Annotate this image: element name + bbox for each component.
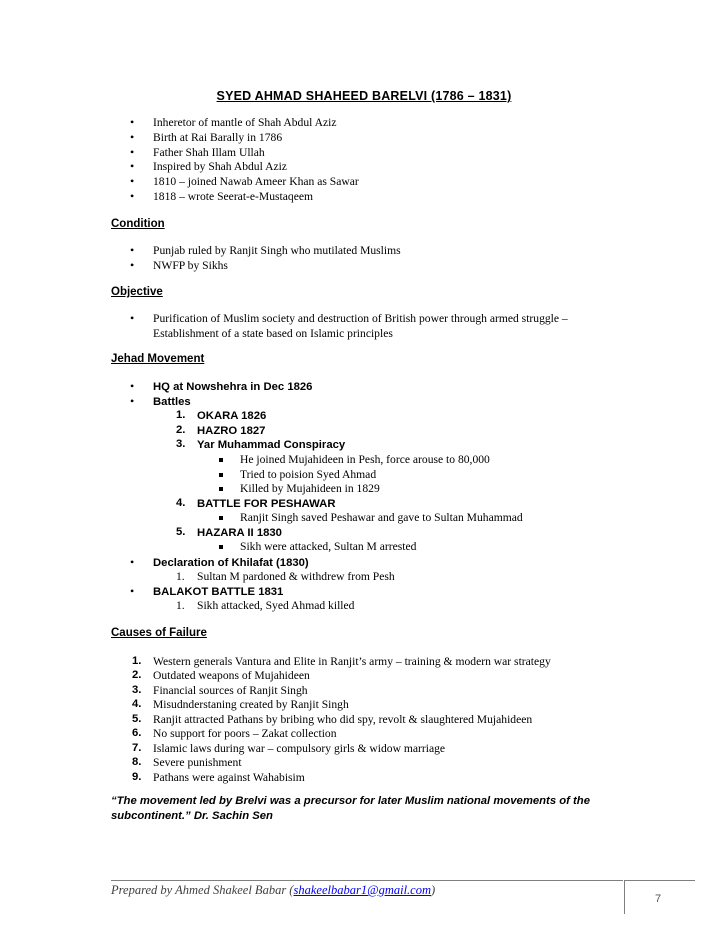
bullet-dot: • bbox=[130, 379, 135, 393]
bullet-dot: • bbox=[130, 555, 135, 569]
bullet-dot: • bbox=[130, 584, 135, 598]
square-bullet bbox=[219, 458, 223, 462]
footer-prefix: Prepared by Ahmed Shakeel Babar ( bbox=[111, 883, 294, 897]
square-bullet bbox=[219, 516, 223, 520]
battle-number: 4. bbox=[176, 497, 186, 509]
footer-email-link[interactable]: shakeelbabar1@gmail.com bbox=[293, 883, 432, 897]
failure-number: 4. bbox=[132, 698, 142, 710]
jehad-heading: Jehad Movement bbox=[111, 353, 205, 365]
bullet-dot: • bbox=[130, 243, 135, 257]
list-item: Birth at Rai Barally in 1786 bbox=[153, 131, 283, 144]
balakot-item: BALAKOT BATTLE 1831 bbox=[153, 586, 284, 598]
list-item: 1810 – joined Nawab Ameer Khan as Sawar bbox=[153, 175, 359, 188]
failure-number: 7. bbox=[132, 742, 142, 754]
list-item: Punjab ruled by Ranjit Singh who mutilated Muslims bbox=[153, 244, 401, 257]
failure-item: Financial sources of Ranjit Singh bbox=[153, 684, 308, 697]
list-item: Inheretor of mantle of Shah Abdul Aziz bbox=[153, 116, 337, 129]
sub-number: 1. bbox=[176, 570, 185, 583]
bullet-dot: • bbox=[130, 130, 135, 144]
objective-text-line2: Establishment of a state based on Islamic principles bbox=[153, 327, 393, 340]
sub-item: He joined Mujahideen in Pesh, force arouse to 80,000 bbox=[240, 453, 490, 466]
condition-heading: Condition bbox=[111, 218, 165, 230]
footer-credit bbox=[111, 883, 435, 898]
battle-conspiracy: Yar Muhammad Conspiracy bbox=[197, 439, 346, 451]
battle-okara: OKARA 1826 bbox=[197, 410, 267, 422]
footer-suffix: ) bbox=[431, 883, 436, 897]
bullet-dot: • bbox=[130, 189, 135, 203]
bullet-dot: • bbox=[130, 145, 135, 159]
failure-item: Severe punishment bbox=[153, 756, 242, 769]
khilafat-item: Declaration of Khilafat (1830) bbox=[153, 557, 309, 569]
failure-item: Misudnderstaning created by Ranjit Singh bbox=[153, 698, 349, 711]
page-title: SYED AHMAD SHAHEED BARELVI (1786 – 1831) bbox=[216, 89, 512, 103]
bullet-dot: • bbox=[130, 174, 135, 188]
bullet-dot: • bbox=[130, 311, 135, 325]
battle-number: 3. bbox=[176, 438, 186, 450]
sub-item: Tried to poision Syed Ahmad bbox=[240, 468, 377, 481]
objective-heading: Objective bbox=[111, 286, 163, 298]
quote-line-2: subcontinent.” Dr. Sachin Sen bbox=[111, 810, 273, 822]
failure-number: 5. bbox=[132, 713, 142, 725]
list-item: Inspired by Shah Abdul Aziz bbox=[153, 160, 287, 173]
bullet-dot: • bbox=[130, 115, 135, 129]
failure-item: Outdated weapons of Mujahideen bbox=[153, 669, 310, 682]
sub-item: Ranjit Singh saved Peshawar and gave to Sultan Muhammad bbox=[240, 511, 523, 524]
battle-number: 2. bbox=[176, 424, 186, 436]
failure-number: 8. bbox=[132, 756, 142, 768]
square-bullet bbox=[219, 473, 223, 477]
failure-item: Ranjit attracted Pathans by bribing who did spy, revolt & slaughtered Mujahideen bbox=[153, 713, 533, 726]
failure-item: Islamic laws during war – compulsory girls & widow marriage bbox=[153, 742, 446, 755]
failure-item: Pathans were against Wahabisim bbox=[153, 771, 305, 784]
bullet-dot: • bbox=[130, 394, 135, 408]
square-bullet bbox=[219, 545, 223, 549]
failure-number: 1. bbox=[132, 655, 142, 667]
page-number: 7 bbox=[655, 893, 662, 905]
bullet-dot: • bbox=[130, 258, 135, 272]
battle-hazro: HAZRO 1827 bbox=[197, 425, 266, 437]
objective-text-line1: Purification of Muslim society and destruction of British power through armed struggle – bbox=[153, 312, 568, 325]
square-bullet bbox=[219, 487, 223, 491]
battle-number: 1. bbox=[176, 409, 186, 421]
failure-number: 2. bbox=[132, 669, 142, 681]
bullet-dot: • bbox=[130, 159, 135, 173]
failure-number: 6. bbox=[132, 727, 142, 739]
list-item: 1818 – wrote Seerat-e-Mustaqeem bbox=[153, 190, 314, 203]
list-item: Father Shah Illam Ullah bbox=[153, 146, 265, 159]
failure-item: Western generals Vantura and Elite in Ranjit’s army – training & modern war strategy bbox=[153, 655, 551, 668]
battle-number: 5. bbox=[176, 526, 186, 538]
sub-item: Sikh were attacked, Sultan M arrested bbox=[240, 540, 417, 553]
failure-item: No support for poors – Zakat collection bbox=[153, 727, 337, 740]
footer-divider bbox=[111, 880, 623, 881]
hq-item: HQ at Nowshehra in Dec 1826 bbox=[153, 381, 313, 393]
battle-peshawar: BATTLE FOR PESHAWAR bbox=[197, 498, 336, 510]
failure-number: 9. bbox=[132, 771, 142, 783]
failure-heading: Causes of Failure bbox=[111, 627, 207, 639]
battles-label: Battles bbox=[153, 396, 191, 408]
battle-hazara: HAZARA II 1830 bbox=[197, 527, 282, 539]
sub-number: 1. bbox=[176, 599, 185, 612]
list-item: NWFP by Sikhs bbox=[153, 259, 228, 272]
sub-item: Sultan M pardoned & withdrew from Pesh bbox=[197, 570, 395, 583]
failure-number: 3. bbox=[132, 684, 142, 696]
sub-item: Sikh attacked, Syed Ahmad killed bbox=[197, 599, 355, 612]
sub-item: Killed by Mujahideen in 1829 bbox=[240, 482, 380, 495]
quote-line-1: “The movement led by Brelvi was a precursor for later Muslim national movements of the bbox=[111, 795, 590, 807]
